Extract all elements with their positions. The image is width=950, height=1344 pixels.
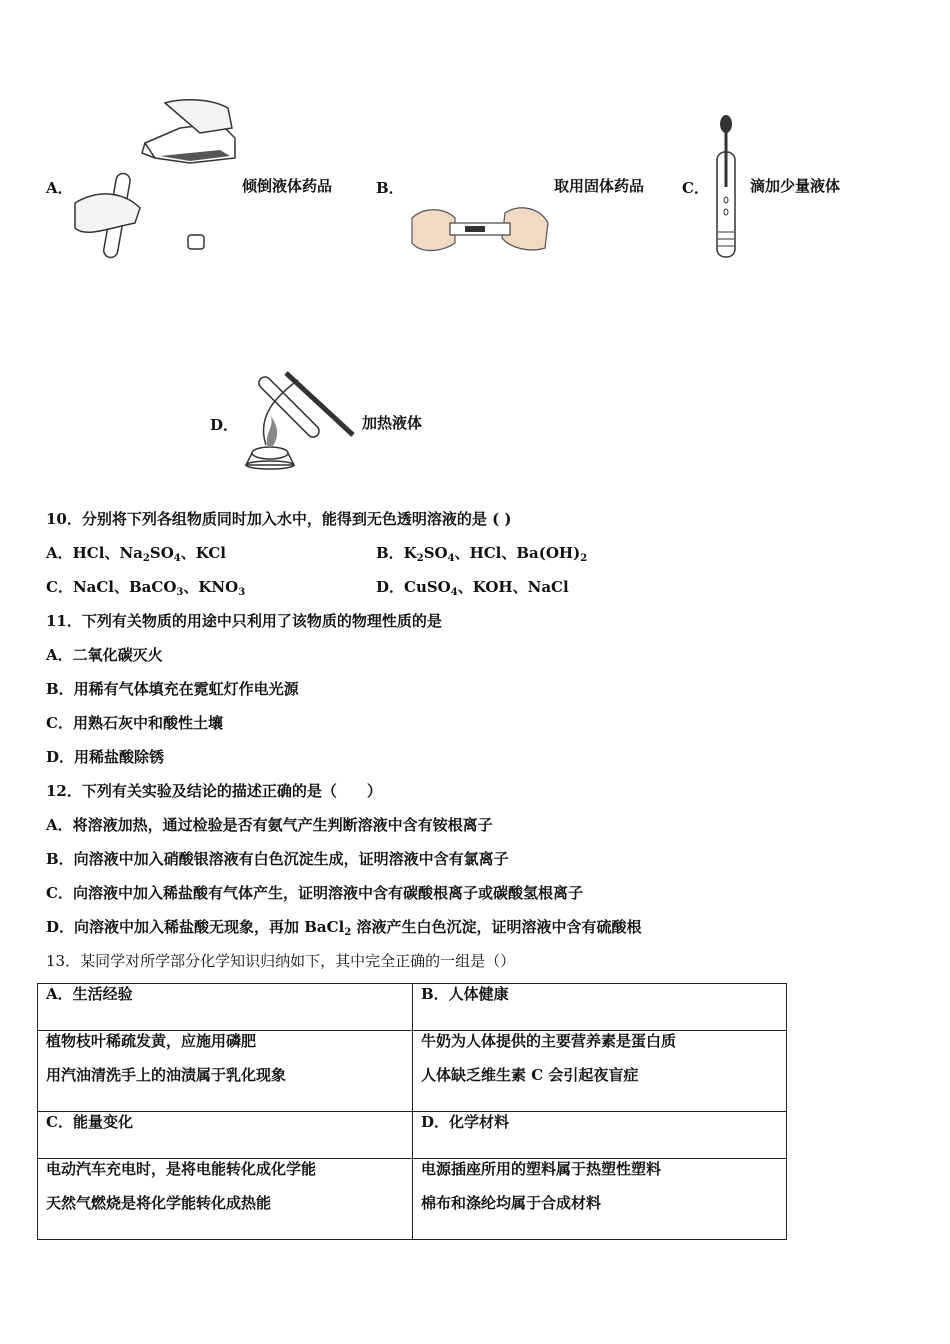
q10-option-b: B．$K_2SO_4$、HCl、$Ba(OH)_2$: [376, 544, 588, 564]
cell-d-line2: 棉布和涤纶均属于合成材料: [421, 1194, 602, 1212]
cell-a-body: [38, 1031, 413, 1112]
q9-option-c-letter: C．: [682, 179, 709, 197]
q13-stem: 13．某同学对所学部分化学知识归纳如下，其中完全正确的一组是（）: [46, 952, 516, 970]
cell-a-header: A．生活经验: [38, 984, 413, 1031]
q9-option-d-caption: 加热液体: [362, 414, 423, 432]
q13-table: [37, 983, 787, 1240]
pouring-liquid-illustration: [70, 98, 240, 263]
heating-liquid-illustration: [238, 355, 360, 473]
cell-c-line1: 电动汽车充电时，是将电能转化成化学能: [46, 1160, 317, 1178]
q9-option-b-letter: B．: [376, 179, 404, 197]
q10-option-d: D．CuSO$_4$、KOH、NaCl: [376, 578, 569, 598]
q11-option-c: C．用熟石灰中和酸性土壤: [46, 714, 223, 732]
q12-option-a: A．将溶液加热，通过检验是否有氨气产生判断溶液中含有铵根离子: [46, 816, 493, 834]
q9-option-c-caption: 滴加少量液体: [750, 177, 841, 195]
cell-a-line2: 用汽油清洗手上的油渍属于乳化现象: [46, 1066, 287, 1084]
q9-option-b-caption: 取用固体药品: [554, 177, 645, 195]
cell-c-header: C．能量变化: [38, 1112, 413, 1159]
cell-d-body: [413, 1159, 787, 1240]
q11-option-a: A．二氧化碳灭火: [46, 646, 163, 664]
q9-option-d-letter: D．: [210, 416, 239, 434]
q11-option-b: B．用稀有气体填充在霓虹灯作电光源: [46, 680, 299, 698]
q11-option-d: D．用稀盐酸除锈: [46, 748, 165, 766]
cell-b-line2: 人体缺乏维生素 C 会引起夜盲症: [421, 1066, 639, 1084]
q12-option-b: B．向溶液中加入硝酸银溶液有白色沉淀生成，证明溶液中含有氯离子: [46, 850, 509, 868]
q9-option-a-letter: A．: [46, 179, 73, 197]
cell-c-line2: 天然气燃烧是将化学能转化成热能: [46, 1194, 272, 1212]
cell-b-header: B．人体健康: [413, 984, 787, 1031]
q12-option-c: C．向溶液中加入稀盐酸有气体产生，证明溶液中含有碳酸根离子或碳酸氢根离子: [46, 884, 583, 902]
q10-stem: 10．分别将下列各组物质同时加入水中，能得到无色透明溶液的是 ( ): [46, 510, 512, 528]
cell-a-line1: 植物枝叶稀疏发黄，应施用磷肥: [46, 1032, 257, 1050]
solid-reagent-illustration: [410, 198, 550, 256]
cell-b-line1: 牛奶为人体提供的主要营养素是蛋白质: [421, 1032, 677, 1050]
cell-b-body: [413, 1031, 787, 1112]
dropper-illustration: [708, 112, 748, 262]
cell-d-line1: 电源插座所用的塑料属于热塑性塑料: [421, 1160, 662, 1178]
q11-stem: 11．下列有关物质的用途中只利用了该物质的物理性质的是: [46, 612, 442, 630]
q10-option-c: C．NaCl、BaCO$_3$、$KNO_3$: [46, 578, 246, 598]
cell-d-header: D．化学材料: [413, 1112, 787, 1159]
cell-c-body: [38, 1159, 413, 1240]
q10-option-a: A．HCl、$Na_2SO_4$、KCl: [46, 544, 227, 564]
q12-stem: 12．下列有关实验及结论的描述正确的是（ ）: [46, 782, 382, 800]
q12-option-d: D．向溶液中加入稀盐酸无现象，再加 BaCl$_2$ 溶液产生白色沉淀，证明溶液中含有硫酸根: [46, 918, 642, 938]
q9-option-a-caption: 倾倒液体药品: [242, 177, 333, 195]
